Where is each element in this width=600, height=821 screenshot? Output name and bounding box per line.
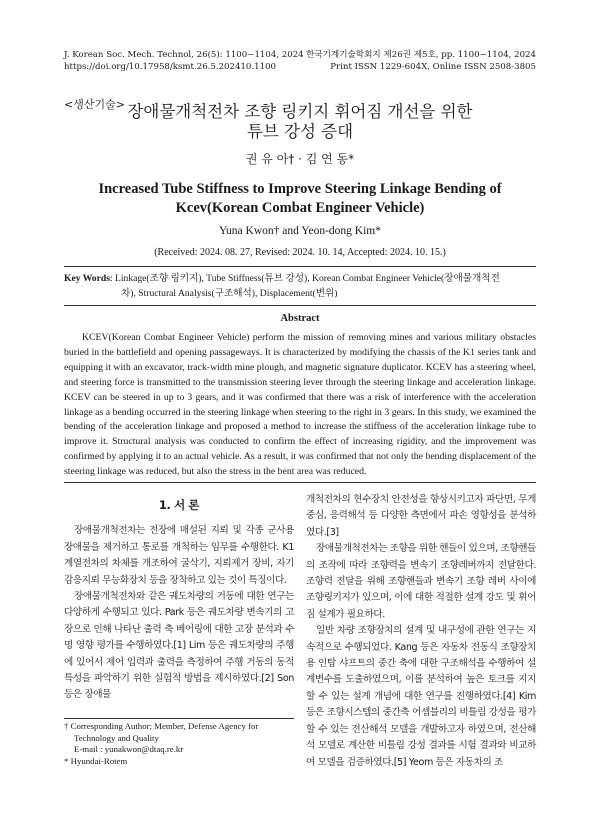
right-column	[306, 492, 536, 771]
korean-title-line1: 장애물개척전차 조향 링키지 휘어짐 개선을 위한	[127, 102, 473, 121]
doi-link[interactable]: https://doi.org/10.17958/ksmt.26.5.202410.1100	[64, 62, 276, 72]
divider	[64, 305, 536, 306]
intro-paragraph-5: 일반 차량 조향장치의 설계 및 내구성에 관한 연구는 지속적으로 수행되었다. Kang 등은 자동차 전동식 조향장치용 인탑 샤프트의 중간 축에 대한 구조해석을 수행하여 설계변수를 도출하였으며, 이를 분석하여 높은 토크를 지지할 수 있는 설계 개념에 대한 연구를 진행하였다.[4] Kim 등은 조향시스템의 중간축 어셈블리의 비틀림 강성을 평가할 수 있는 전산해석 모델을 개발하고자 하였으며, 전산해석 모델로 계산한 비틀림 강성 결과를 시험 결과와 비교하여 모델을 검증하였다.[5] Yeom 등은 자동차의 조	[306, 625, 536, 768]
footnote-affiliation: * Hyundai-Rotem	[64, 755, 128, 766]
journal-citation: J. Korean Soc. Mech. Technol, 26(5): 1100~1104, 2024	[64, 50, 304, 60]
section-tag: <생산기술>	[64, 98, 125, 111]
intro-paragraph-1: 장애물개척전차는 전장에 매설된 지뢰 및 각종 군사용 장애물을 제거하고 통로를 개척하는 임무를 수행한다. K1 계열전차의 차체를 개조하여 굴삭기, 지뢰제거 장비, 자기감응지뢰 무능화장치 등을 장착하고 있는 것이 특징이다.	[64, 525, 294, 586]
issn-info: Print ISSN 1229-604X, Online ISSN 2508-3805	[330, 62, 536, 72]
abstract-heading: Abstract	[280, 313, 320, 324]
english-authors: Yuna Kwon† and Yeon-dong Kim*	[219, 225, 381, 237]
intro-paragraph-4: 장애물개척전차는 조향을 위한 핸들이 있으며, 조향핸들의 조작에 따라 조향력을 변속기 조향레버까지 전달한다. 조향력 전달을 위해 조향핸들과 변속기 조향 레버 사이에 조향링키지가 있으며, 이에 대한 적절한 설계 강도 및 휘어짐 설계가 필요하다.	[306, 543, 536, 620]
korean-authors: 권 유 아† · 김 연 동*	[245, 152, 355, 166]
english-title-line2: Kcev(Korean Combat Engineer Vehicle)	[175, 200, 425, 216]
intro-paragraph-2: 장애물개척전차와 같은 궤도차량의 거동에 대한 연구는 다양하게 수행되고 있다. Park 등은 궤도차량 변속기의 고장으로 인해 나타난 출력 축 베어링에 대한 고장 분석과 수명 영향 평가를 수행하였다.[1] Lim 등은 궤도차량의 주행에 있어서 제어 입력과 출력을 측정하여 주행 거동의 동적 특성을 파악하기 위한 실험적 방법을 제시하였다.[2] Son 등은 장애물	[64, 591, 294, 701]
keywords-line2: 차), Structural Analysis(구조해석), Displacement(변위)	[121, 288, 338, 299]
footnotes	[64, 718, 294, 767]
footnote-divider	[64, 718, 294, 719]
footnote-email: E-mail : yunakwon@dtaq.re.kr	[74, 744, 184, 754]
abstract-text: KCEV(Korean Combat Engineer Vehicle) perform the mission of removing mines and various military obstacles buried in the battlefield and opening passageways. It is characterized by modifying the chassis of the K1 series tank and equipping it with an excavator, track-width mine plough, and magnetic signature duplicator. KCEV has a steering wheel, and steering force is transmitted to the transmission steering lever through the steering linkage and acceleration linkage. KCEV can be steered in up to 3 gears, and it was confirmed that there was a risk of interference with the acceleration linkage as a bending occurred in the steering linkage when steering to the right in 3 gears. In this study, we examined the bending of the acceleration linkage and proposed a method to increase the stiffness of the acceleration linkage tube to improve it. Structural analysis was conducted to confirm the effect of increasing rigidity, and the improvement was confirmed by applying it to an actual vehicle. As a result, it was confirmed that not only the bending displacement of the steering linkage was reduced, but also the stress in the bent area was reduced.	[64, 332, 536, 478]
footnote-corresponding-author: † Corresponding Author; Member, Defense Agency for Technology and Quality	[64, 721, 259, 743]
divider	[64, 482, 536, 483]
keywords	[64, 271, 536, 301]
keywords-line1: : Linkage(조향 링키지), Tube Stiffness(튜브 강성), Korean Combat Engineer Vehicle(장애물개척전	[109, 273, 500, 284]
divider	[64, 266, 536, 267]
korean-title-line2: 튜브 강성 증대	[246, 122, 354, 141]
submission-dates: (Received: 2024. 08. 27, Revised: 2024. 10. 14, Accepted: 2024. 10. 15.)	[154, 247, 446, 258]
journal-citation-korean: 한국기계기술학회지 제26권 제5호, pp. 1100~1104, 2024	[306, 50, 536, 60]
intro-paragraph-3: 개척전차의 현수장치 안전성을 향상시키고자 파단면, 무게중심, 응력해석 등 다양한 측면에서 파손 영향성을 분석하였다.[3]	[306, 494, 536, 538]
keywords-label: Key Words	[64, 273, 110, 284]
left-column	[64, 492, 294, 704]
section-heading-introduction: 1. 서 론	[158, 498, 200, 512]
english-title-line1: Increased Tube Stiffness to Improve Steering Linkage Bending of	[98, 181, 502, 197]
